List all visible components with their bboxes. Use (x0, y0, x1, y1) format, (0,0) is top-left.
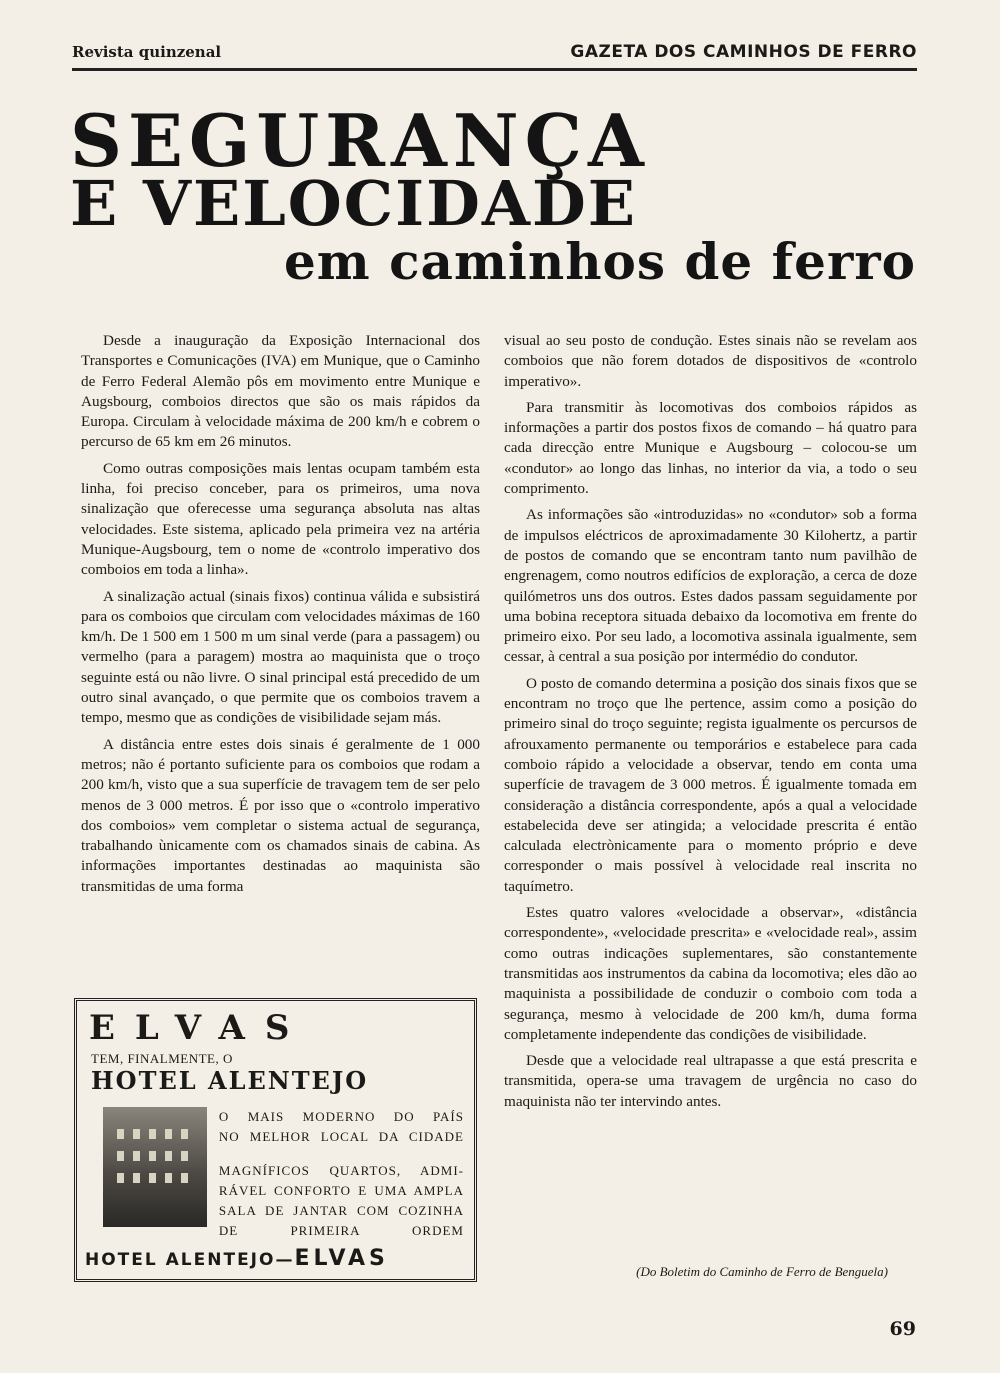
paragraph: O posto de comando determina a posição dos sinais fixos que se encontram no troço que lhe pertence, assim como a posição do primeiro sinal do troço seguinte; regista igualmente os percursos de afrouxamento permanente ou temporários e estabelece para cada comboio rápido a velocidade a observar, tendo em conta uma superfície de travagem de 3 000 metros. É igualmente tomada em consideração a distância correspondente, após a qual a velocidade estabelecida deve ser atingida; a velocidade prescrita é então calculada electrònicamente para o momento próprio e deve corresponder o mais possível à velocidade real inscrita no taquímetro. (504, 674, 917, 895)
paragraph: Estes quatro valores «velocidade a observar», «distância correspondente», «velocidade prescrita» e «velocidade real», assim como outras indicações suplementares, são constantemente transmitidas aos instrumentos da cabina da locomotiva; eles dão ao maquinista a possibilidade de conduzir o comboio com toda a segurança, mesmo à velocidade de 200 km/h, duma forma completamente independente das condições de visibilidade. (504, 904, 917, 1043)
ad-hotel-name: HOTEL ALENTEJO (91, 1066, 369, 1095)
header-rule (72, 68, 917, 71)
title-line-1: SEGURANÇA (70, 98, 650, 183)
ad-footer-town: ELVAS (294, 1246, 389, 1271)
ad-line: O MAIS MODERNO DO PAÍS (218, 1109, 464, 1124)
paragraph: visual ao seu posto de condução. Estes sinais não se revelam aos comboios que não forem dotados de dispositivos de «controlo imperativo». (504, 332, 917, 390)
article-subtitle: em caminhos de ferro (283, 232, 916, 291)
ad-line: MAGNÍFICOS QUARTOS, ADMI- (218, 1163, 464, 1178)
ad-line: SALA DE JANTAR COM COZINHA (218, 1203, 464, 1218)
ad-footer-hotel: HOTEL ALENTEJO (85, 1250, 276, 1270)
paragraph: Desde que a velocidade real ultrapasse a que está prescrita e transmitida, opera-se uma travagem de urgência no caso do maquinista não ter intervindo antes. (504, 1052, 917, 1110)
paragraph: A distância entre estes dois sinais é geralmente de 1 000 metros; não é portanto suficiente para os comboios que rodam a 200 km/h, visto que a sua superfície de travagem tem de ser pelo menos de 3 000 metros. É por isso que o «controlo imperativo dos comboios» vem completar o sistema actual de segurança, trabalhando ùnicamente com os chamados sinais de cabina. As informações importantes destinadas ao maquinista são transmitidas de uma forma (81, 735, 480, 895)
ad-tagline: TEM, FINALMENTE, O (91, 1051, 233, 1066)
paragraph: As informações são «introduzidas» no «condutor» sob a forma de impulsos eléctricos de aproximadamente 30 Kilohertz, a partir de postos de comando que se encontram tanto num pavilhão de engrenagem, como noutros edifícios de exploração, a cerca de doze quilómetros uns dos outros. Estes dados passam seguidamente por uma bobina receptora situada debaixo da locomotiva em frente do primeiro eixo. Por seu lado, a locomotiva assinala igualmente, sem cessar, à central a sua posição por intermédio do condutor. (504, 506, 917, 666)
source-credit: (Do Boletim do Caminho de Ferro de Benguela) (636, 1264, 888, 1279)
title-line-2: E VELOCIDADE (70, 167, 638, 240)
hotel-advertisement (74, 998, 477, 1282)
ad-line: DE PRIMEIRA ORDEM (218, 1223, 464, 1238)
text-column-1 (81, 331, 480, 903)
ad-description (219, 1107, 464, 1241)
paragraph: Como outras composições mais lentas ocupam também esta linha, foi preciso conceber, para os primeiros, uma nova sinalização que oferecesse uma segurança absoluta nas altas velocidades. Este sistema, aplicado pela primeira vez na artéria Munique-Augsbourg, tem o nome de «controlo imperativo dos comboios em toda a linha». (81, 459, 480, 579)
ad-line: RÁVEL CONFORTO E UMA AMPLA (218, 1183, 464, 1198)
paragraph: A sinalização actual (sinais fixos) continua válida e subsistirá para os comboios que circulam com velocidades máximas de 160 km/h. De 1 500 em 1 500 m um sinal verde (para a passagem) ou vermelho (para a paragem) mostra ao maquinista que o troço seguinte está ou não livre. O sinal principal está precedido de um outro sinal avançado, o que permite que os comboios travem a tempo, mesmo que as condições de visibilidade sejam más. (81, 587, 480, 727)
running-header (72, 42, 917, 62)
text-column-2 (504, 331, 917, 1118)
ad-footer-dash: — (275, 1250, 295, 1270)
paragraph: Para transmitir às locomotivas dos comboios rápidos as informações a partir dos postos fixos de comando – há quatro para cada direcção entre Munique e Augsbourg – colocou-se um «condutor» ao longo das linhas, no interior da via, a todo o seu comprimento. (504, 398, 917, 498)
article-title (70, 98, 650, 240)
hotel-photo (103, 1107, 207, 1227)
ad-footer (85, 1246, 466, 1271)
header-right: GAZETA DOS CAMINHOS DE FERRO (570, 42, 917, 62)
ad-line: NO MELHOR LOCAL DA CIDADE (218, 1129, 464, 1144)
page-number: 69 (889, 1318, 916, 1340)
header-left: Revista quinzenal (72, 43, 222, 61)
paragraph: Desde a inauguração da Exposição Internacional dos Transportes e Comunicações (IVA) em Munique, que o Caminho de Ferro Federal Alemão pôs em movimento entre Munique e Augsbourg, comboios directos que são os mais rápidos da Europa. Circulam à velocidade máxima de 200 km/h e cobrem o percurso de 65 km em 26 minutos. (81, 332, 480, 451)
ad-town: ELVAS (89, 1008, 310, 1048)
